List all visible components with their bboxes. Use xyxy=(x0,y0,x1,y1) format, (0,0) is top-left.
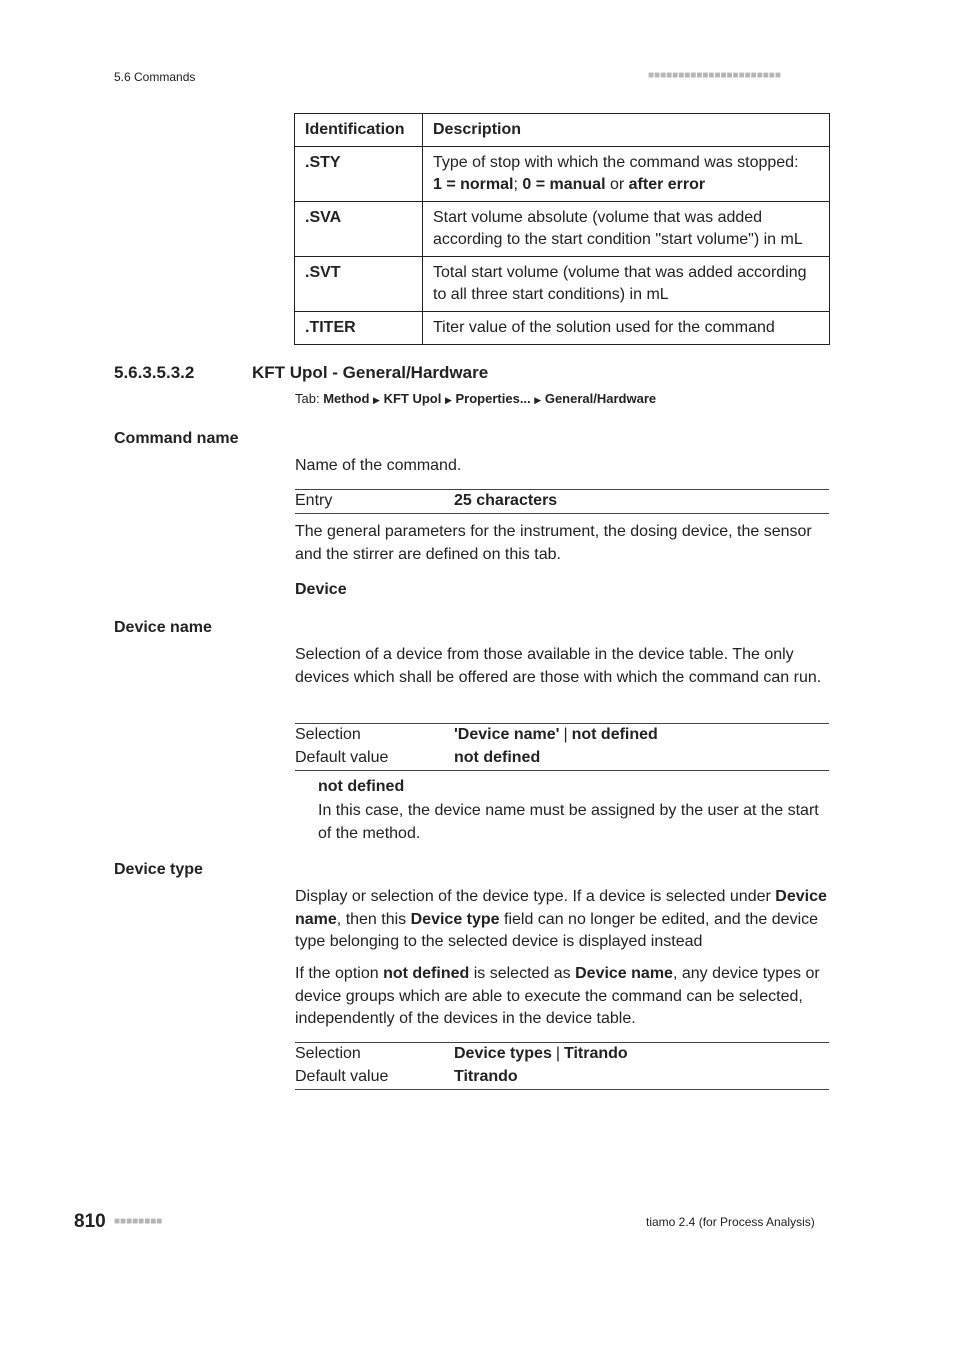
device-name-options-table xyxy=(295,723,829,771)
footer-dots: ■■■■■■■■ xyxy=(114,1216,163,1227)
kv-value: Titrando xyxy=(454,1068,518,1085)
device-type-desc xyxy=(295,886,829,954)
table-cell-desc xyxy=(423,147,830,202)
desc-bold: 0 = manual xyxy=(522,176,606,193)
desc-bold: after error xyxy=(628,176,706,193)
identification-table xyxy=(294,113,830,345)
tab-path-item: KFT Upol xyxy=(383,391,442,406)
bold-text: Device type xyxy=(410,910,500,928)
separator: | xyxy=(563,726,568,743)
general-desc: The general parameters for the instrument, the dosing device, the sensor and the stirrer are defined on this tab. xyxy=(295,523,812,563)
running-header-section: 5.6 Commands xyxy=(114,70,196,84)
kv-key: Selection xyxy=(295,726,361,743)
kv-key: Selection xyxy=(295,1045,361,1062)
device-type-label: Device type xyxy=(114,861,203,878)
desc-text: Type of stop with which the command was stopped: xyxy=(433,154,799,171)
kv-value xyxy=(454,1043,628,1065)
table-cell-desc: Titer value of the solution used for the command xyxy=(423,312,830,345)
command-name-entry-table xyxy=(295,489,829,514)
triangle-right-icon: ▶ xyxy=(373,395,380,405)
note-desc: In this case, the device name must be assigned by the user at the start of the method. xyxy=(318,802,819,842)
table-row xyxy=(295,147,830,202)
table-cell-id: .TITER xyxy=(295,312,423,345)
kv-row xyxy=(295,747,829,770)
column-header: Description xyxy=(423,114,830,147)
kv-row xyxy=(295,1066,829,1089)
separator: | xyxy=(555,1045,560,1062)
option-value: not defined xyxy=(571,726,658,743)
text: , then this xyxy=(336,910,411,928)
text: is selected as xyxy=(469,965,576,982)
command-name-label: Command name xyxy=(114,430,239,447)
option-value: 'Device name' xyxy=(454,726,560,743)
text: , any device types or device groups which are able to execute the command can be selected, independently of the devices in the device table. xyxy=(295,965,820,1027)
table-cell-id: .STY xyxy=(295,147,423,202)
section-title: KFT Upol - General/Hardware xyxy=(252,363,489,382)
text: If the option xyxy=(295,965,384,982)
table-row xyxy=(295,312,830,345)
tab-prefix: Tab: xyxy=(295,391,324,406)
kv-row xyxy=(295,724,829,747)
triangle-right-icon: ▶ xyxy=(534,395,542,405)
table-cell-desc: Start volume absolute (volume that was added according to the start condition "start volume") in mL xyxy=(423,202,830,257)
header-dots: ■■■■■■■■■■■■■■■■■■■■■■ xyxy=(648,70,781,81)
command-name-desc: Name of the command. xyxy=(295,457,462,474)
footer-product: tiamo 2.4 (for Process Analysis) xyxy=(646,1215,815,1229)
desc-text: ; xyxy=(513,176,523,193)
tab-path xyxy=(295,391,656,406)
section-number: 5.6.3.5.3.2 xyxy=(114,363,195,382)
desc-bold: 1 = normal xyxy=(433,176,514,193)
table-cell-id: .SVA xyxy=(295,202,423,257)
device-type-option-desc xyxy=(295,963,829,1031)
tab-path-item: General/Hardware xyxy=(544,391,657,406)
kv-value: 25 characters xyxy=(454,492,558,509)
table-header-row xyxy=(295,114,830,147)
bold-text: not defined xyxy=(383,965,470,982)
device-name-label: Device name xyxy=(114,619,212,636)
device-type-options-table xyxy=(295,1042,829,1090)
device-heading: Device xyxy=(295,581,347,598)
desc-text: or xyxy=(605,176,629,193)
bold-text: Device name xyxy=(295,888,827,928)
tab-path-item: Properties... xyxy=(455,391,531,406)
option-value: Device types xyxy=(454,1045,552,1062)
kv-row xyxy=(295,1043,829,1066)
kv-key: Default value xyxy=(295,1068,389,1085)
column-header: Identification xyxy=(295,114,423,147)
kv-row xyxy=(295,490,829,513)
table-row xyxy=(295,202,830,257)
text: field can no longer be edited, and the device type belonging to the selected device is displayed instead xyxy=(295,910,819,950)
kv-value xyxy=(454,724,658,746)
table-cell-id: .SVT xyxy=(295,257,423,312)
table-row xyxy=(295,257,830,312)
triangle-right-icon: ▶ xyxy=(444,395,452,405)
table-cell-desc: Total start volume (volume that was added according to all three start conditions) in mL xyxy=(423,257,830,312)
note-title: not defined xyxy=(318,778,405,795)
device-name-desc: Selection of a device from those available in the device table. The only devices which shall be offered are those with which the command can run. xyxy=(295,646,822,686)
kv-value: not defined xyxy=(454,749,541,766)
kv-key: Entry xyxy=(295,492,333,509)
tab-path-item: Method xyxy=(323,391,370,406)
kv-key: Default value xyxy=(295,749,389,766)
bold-text: Device name xyxy=(575,965,673,982)
text: Display or selection of the device type. If a device is selected under xyxy=(295,888,776,905)
option-value: Titrando xyxy=(564,1045,628,1062)
page-number: 810 xyxy=(74,1211,106,1232)
